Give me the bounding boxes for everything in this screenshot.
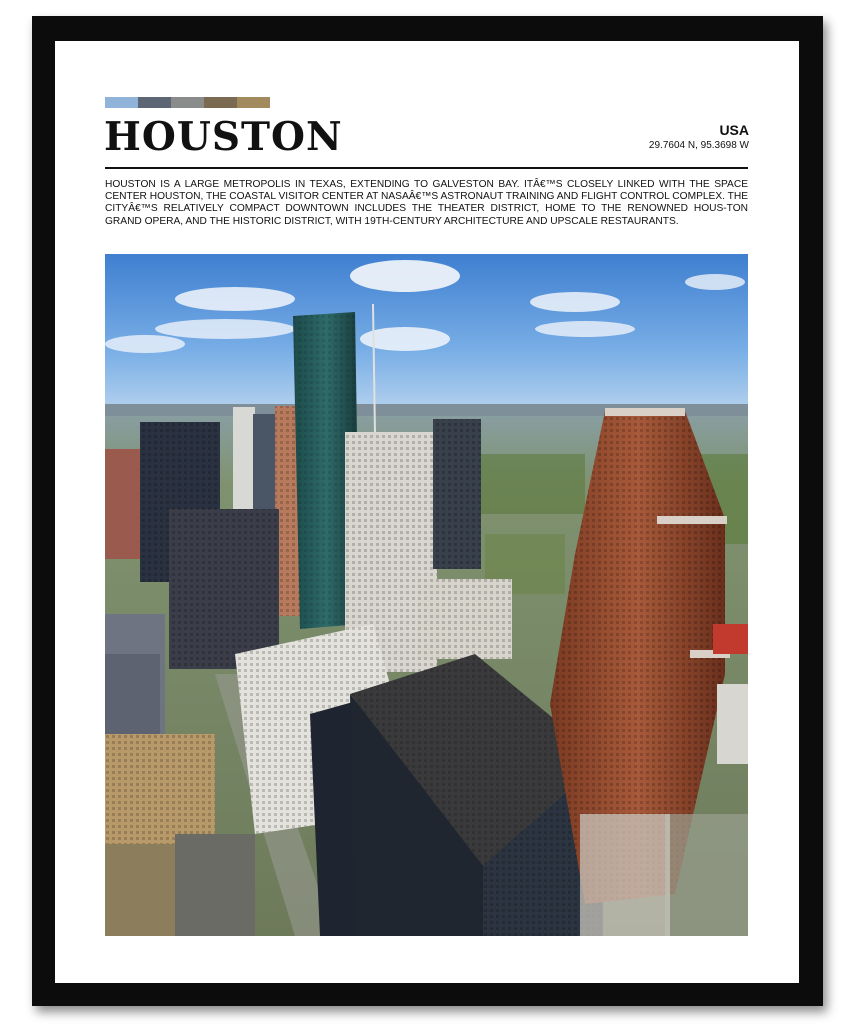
title-divider [105,167,748,169]
poster-frame [32,16,823,1006]
coordinates-label: 29.7604 N, 95.3698 W [648,140,749,151]
poster-title: HOUSTON [104,114,343,160]
palette-swatch-3 [171,97,204,108]
skyline-photo [105,254,748,936]
city-description: HOUSTON IS A LARGE METROPOLIS IN TEXAS, EXTENDING TO GALVESTON BAY. ITÂ€™S CLOSELY LINKED WITH THE SPACE CENTER HOUSTON, THE COASTAL VISITOR CENTER AT NASAÂ€™S ASTRONAUT TRAINING AND FLIGHT CONTROL COMPLEX. THE CITYÂ€™S RELATIVELY COMPACT DOWNTOWN INCLUDES THE THEATER DISTRICT, HOME TO THE RENOWNED HOUS-TON GRAND OPERA, AND THE HISTORIC DISTRICT, WITH 19TH-CENTURY ARCHITECTURE AND UPSCALE RESTAURANTS. [105,179,748,227]
country-label: USA [719,122,749,138]
palette-swatch-4 [204,97,237,108]
palette-swatch-2 [138,97,171,108]
palette-swatch-1 [105,97,138,108]
palette-swatch-5 [237,97,270,108]
poster-mat [55,41,799,983]
color-palette [105,97,270,108]
